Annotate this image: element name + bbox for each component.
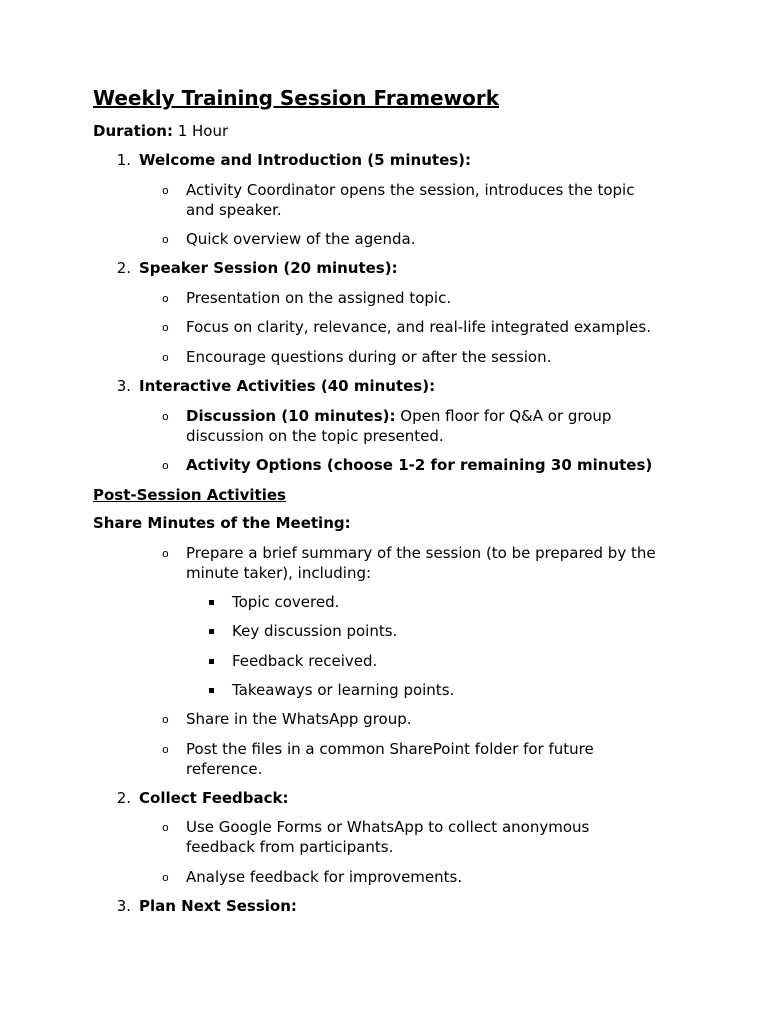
circle-bullet-icon: o (162, 713, 169, 726)
list-item: Share in the WhatsApp group. (186, 710, 412, 728)
list-item: Prepare a brief summary of the session (to be prepared by the (186, 544, 656, 562)
list-item-continuation: and speaker. (186, 201, 282, 219)
sub-list-item: Feedback received. (232, 652, 378, 670)
list-item: Focus on clarity, relevance, and real-life integrated examples. (186, 318, 651, 336)
section-heading: Interactive Activities (40 minutes): (139, 377, 436, 395)
list-item-continuation: reference. (186, 760, 263, 778)
section-number: 3. (116, 897, 131, 915)
square-bullet-icon (209, 629, 214, 634)
list-item-text: Open floor for Q&A or group (395, 407, 612, 425)
section-number: 2. (116, 789, 131, 807)
section-heading: Welcome and Introduction (5 minutes): (139, 151, 472, 169)
square-bullet-icon (209, 600, 214, 605)
circle-bullet-icon: o (162, 821, 169, 834)
circle-bullet-icon: o (162, 321, 169, 334)
post-session-heading: Post-Session Activities (93, 486, 286, 504)
sub-list-item: Topic covered. (232, 593, 340, 611)
circle-bullet-icon: o (162, 184, 169, 197)
list-item: Use Google Forms or WhatsApp to collect anonymous (186, 818, 590, 836)
circle-bullet-icon: o (162, 547, 169, 560)
list-item: Encourage questions during or after the session. (186, 348, 552, 366)
circle-bullet-icon: o (162, 351, 169, 364)
list-item: Presentation on the assigned topic. (186, 289, 452, 307)
square-bullet-icon (209, 688, 214, 693)
section-heading: Speaker Session (20 minutes): (139, 259, 398, 277)
list-item-bold-lead: Discussion (10 minutes): (186, 407, 396, 425)
sub-list-item: Key discussion points. (232, 622, 398, 640)
list-item-continuation: feedback from participants. (186, 838, 394, 856)
list-item: Post the files in a common SharePoint folder for future (186, 740, 594, 758)
list-item (186, 406, 611, 426)
section-number: 2. (116, 259, 131, 277)
document-title: Weekly Training Session Framework (93, 86, 500, 110)
section-heading: Collect Feedback: (139, 789, 289, 807)
circle-bullet-icon: o (162, 743, 169, 756)
duration-line (93, 121, 228, 141)
duration-label: Duration: (93, 122, 173, 140)
share-minutes-heading: Share Minutes of the Meeting: (93, 514, 351, 532)
section-number: 1. (116, 151, 131, 169)
section-number: 3. (116, 377, 131, 395)
circle-bullet-icon: o (162, 459, 169, 472)
circle-bullet-icon: o (162, 233, 169, 246)
duration-value: 1 Hour (172, 122, 229, 140)
list-item: Activity Coordinator opens the session, introduces the topic (186, 181, 635, 199)
list-item-continuation: minute taker), including: (186, 564, 372, 582)
list-item-bold: Activity Options (choose 1-2 for remaining 30 minutes) (186, 456, 653, 474)
list-item: Quick overview of the agenda. (186, 230, 416, 248)
circle-bullet-icon: o (162, 410, 169, 423)
section-heading: Plan Next Session: (139, 897, 297, 915)
list-item: Analyse feedback for improvements. (186, 868, 463, 886)
list-item-continuation: discussion on the topic presented. (186, 427, 444, 445)
square-bullet-icon (209, 659, 214, 664)
sub-list-item: Takeaways or learning points. (232, 681, 455, 699)
circle-bullet-icon: o (162, 292, 169, 305)
circle-bullet-icon: o (162, 871, 169, 884)
